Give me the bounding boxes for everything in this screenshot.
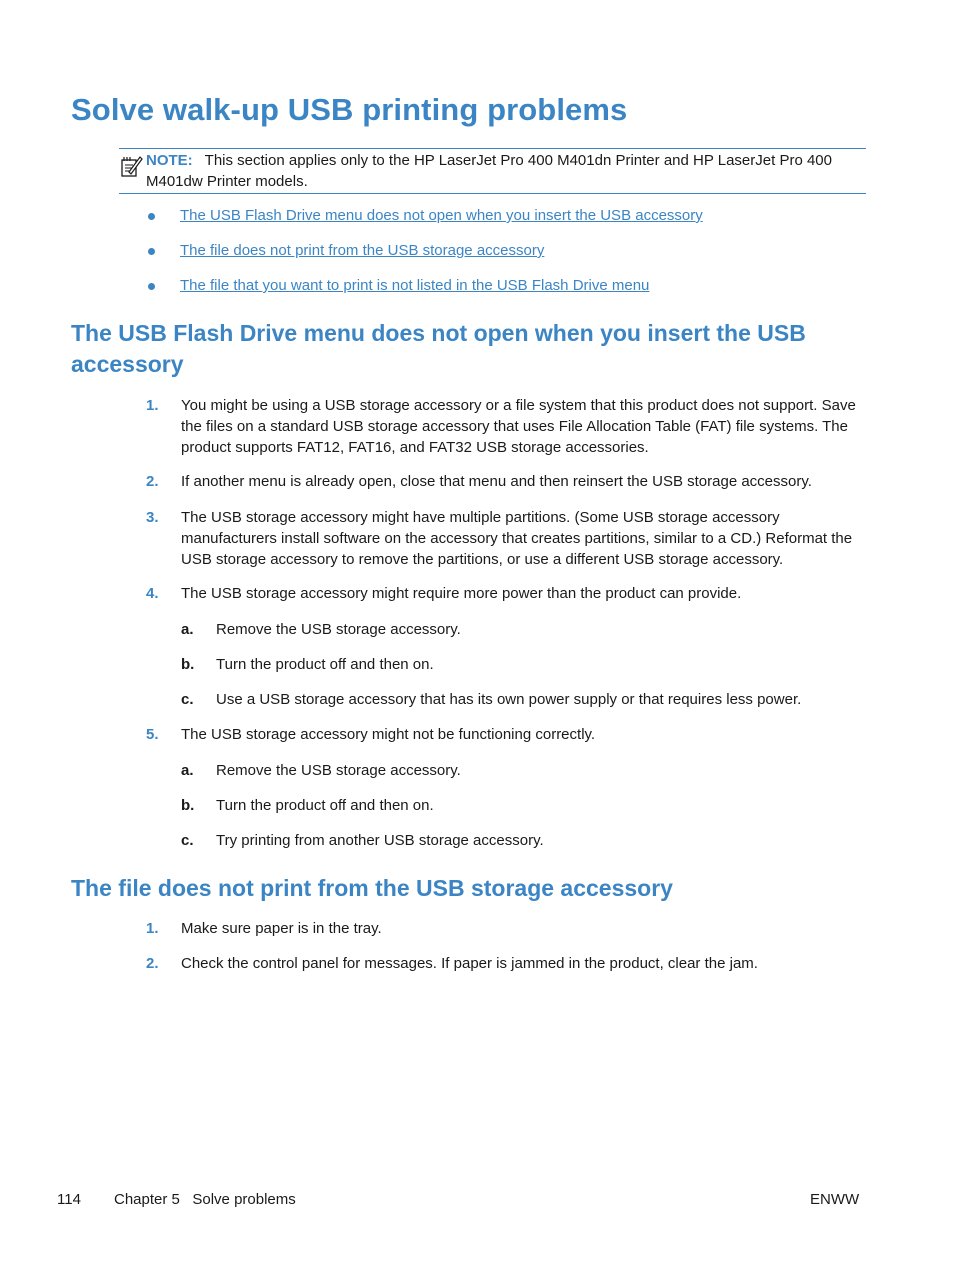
bullet-icon [148,283,155,290]
substep-text: Remove the USB storage accessory. [216,762,461,779]
step-text: The USB storage accessory might require more power than the product can provide. [181,585,742,602]
bullet-icon [148,213,155,220]
step-text: The USB storage accessory might not be functioning correctly. [181,726,596,743]
step-number: 5. [146,726,159,743]
substep-text: Turn the product off and then on. [216,797,434,814]
step-number: 4. [146,585,159,602]
bullet-icon [148,248,155,255]
step-number: 2. [146,473,159,490]
substep-letter: b. [181,656,195,673]
step-text: Check the control panel for messages. If paper is jammed in the product, clear the jam. [181,955,758,972]
section-heading-file-not-print: The file does not print from the USB storage accessory [71,875,673,901]
substep-text: Try printing from another USB storage accessory. [216,832,544,849]
step-number: 2. [146,955,159,972]
note-icon [120,154,144,178]
footer-right-label: ENWW [810,1191,860,1208]
substep-text: Use a USB storage accessory that has its own power supply or that requires less power. [216,691,802,708]
substep-letter: a. [181,621,194,638]
link-file-not-print[interactable]: The file does not print from the USB storage accessory [180,242,545,259]
section-heading-usb-menu: The USB Flash Drive menu does not open when you insert the USB accessory [71,320,806,377]
step-number: 3. [146,509,159,526]
page-number: 114 [57,1191,81,1208]
step-text: The USB storage accessory might have multiple partitions. (Some USB storage accessory manufacturers install software on the accessory that creates partitions, similar to a CD.) Reformat the USB storage accessory to remove the partitions, or use a different USB storage accessory. [181,509,853,568]
step-text: You might be using a USB storage accessory or a file system that this product does not support. Save the files on a standard USB storage accessory that uses File Allocation Table (FAT) file systems. The product supports FAT12, FAT16, and FAT32 USB storage accessories. [181,397,856,456]
note-label: NOTE: [146,152,193,169]
step-number: 1. [146,920,159,937]
substep-letter: c. [181,691,194,708]
substep-text: Remove the USB storage accessory. [216,621,461,638]
page-title: Solve walk-up USB printing problems [71,92,628,127]
link-usb-menu-not-open[interactable]: The USB Flash Drive menu does not open when you insert the USB accessory [180,207,703,224]
substep-letter: a. [181,762,194,779]
substep-letter: b. [181,797,195,814]
note-body: This section applies only to the HP LaserJet Pro 400 M401dn Printer and HP LaserJet Pro 400 M401dw Printer models. [146,152,832,190]
note-box [119,148,866,194]
chapter-label: Chapter 5 Solve problems [114,1191,296,1208]
step-text: Make sure paper is in the tray. [181,920,382,937]
step-number: 1. [146,397,159,414]
link-file-not-listed[interactable]: The file that you want to print is not listed in the USB Flash Drive menu [180,277,650,294]
note-text [146,150,866,192]
substep-letter: c. [181,832,194,849]
step-text: If another menu is already open, close that menu and then reinsert the USB storage accessory. [181,473,812,490]
substep-text: Turn the product off and then on. [216,656,434,673]
